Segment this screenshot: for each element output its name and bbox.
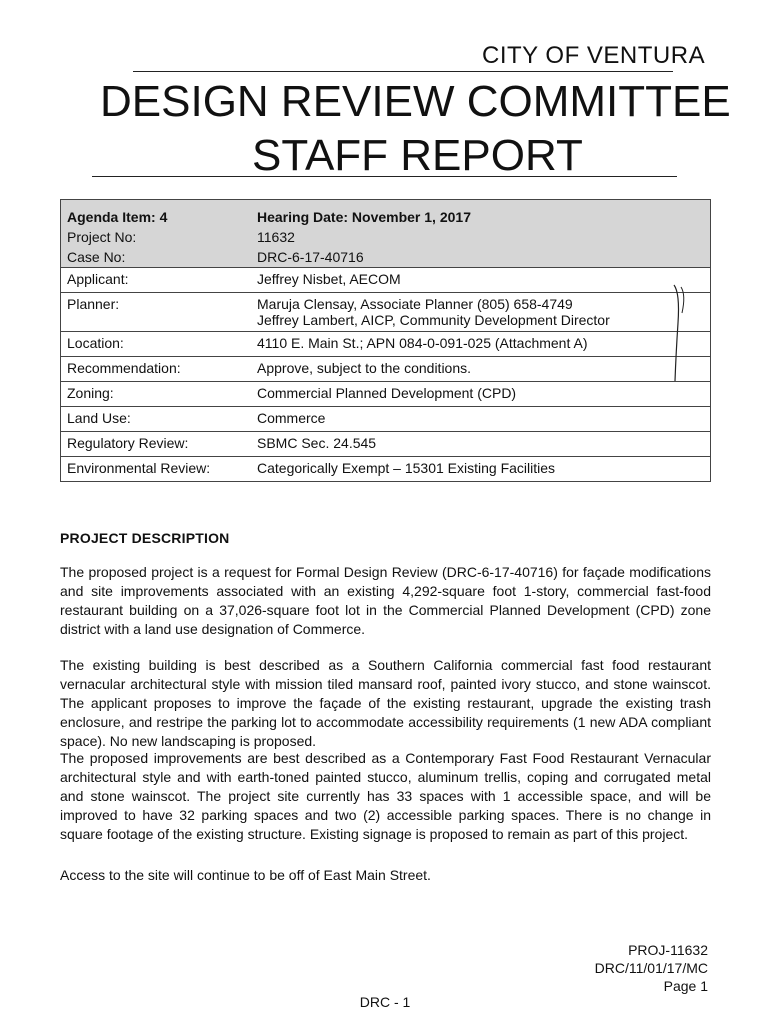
project-no-row [61,227,711,247]
table-row [61,432,711,457]
row-value: Categorically Exempt – 15301 Existing Facilities [251,457,711,482]
case-no-value: DRC-6-17-40716 [251,247,711,268]
proj-code: PROJ-11632 [628,942,708,958]
case-no-label: Case No: [61,247,252,268]
table-row [61,407,711,432]
page-label: Page 1 [663,978,708,994]
table-row [61,332,711,357]
city-heading: CITY OF VENTURA [482,42,706,69]
info-table [60,199,711,482]
document-subtitle: STAFF REPORT [252,131,583,180]
agenda-item: Agenda Item: 4 [61,200,252,228]
row-value: Approve, subject to the conditions. [251,357,711,382]
table-row [61,268,711,293]
row-value: 4110 E. Main St.; APN 084-0-091-025 (Attachment A) [251,332,711,357]
planner-1: Maruja Clensay, Associate Planner (805) 658-4749 [257,296,573,312]
row-label: Planner: [61,293,252,332]
row-label: Land Use: [61,407,252,432]
paragraph: Access to the site will continue to be off of East Main Street. [60,867,431,883]
project-no-label: Project No: [61,227,252,247]
project-no-value: 11632 [251,227,711,247]
row-value: Commerce [251,407,711,432]
row-value: SBMC Sec. 24.545 [251,432,711,457]
table-row [61,382,711,407]
section-heading: PROJECT DESCRIPTION [60,530,230,546]
drc-code: DRC/11/01/17/MC [594,960,708,976]
paragraph: The proposed project is a request for Formal Design Review (DRC-6-17-40716) for façade modifications and site improvements associated with an existing 4,292-square foot 1-story, commercial fast-food restaurant building on a 37,026-square foot lot in the Commercial Planned Development (CPD) zone district with a land use designation of Commerce. [60,564,711,637]
row-value [251,293,711,332]
planner-2: Jeffrey Lambert, AICP, Community Development Director [257,312,610,328]
paragraph: The existing building is best described as a Southern California commercial fast food restaurant vernacular architectural style with mission tiled mansard roof, painted ivory stucco, and stone wainscot. The applicant proposes to improve the façade of the existing restaurant, upgrade the existing trash enclosure, and restripe the parking lot to accommodate accessibility requirements (1 new ADA compliant space). No new landscaping is proposed. [60,657,711,749]
row-value: Commercial Planned Development (CPD) [251,382,711,407]
table-row [61,357,711,382]
case-no-row [61,247,711,268]
paragraph: The proposed improvements are best described as a Contemporary Fast Food Restaurant Vernacular architectural style and with earth-toned painted stucco, aluminum trellis, coping and corrugated metal and stone wainscot. The project site currently has 33 spaces with 1 accessible space, and will be improved to have 32 parking spaces and two (2) accessible parking spaces. There is no change in square footage of the existing structure. Existing signage is proposed to remain as part of this project. [60,750,711,842]
row-value: Jeffrey Nisbet, AECOM [251,268,711,293]
page-number: DRC - 1 [359,994,411,1010]
row-label: Recommendation: [61,357,252,382]
table-row [61,457,711,482]
city-rule [133,71,673,72]
hearing-date: Hearing Date: November 1, 2017 [251,200,711,228]
document-title: DESIGN REVIEW COMMITTEE [100,77,731,126]
row-label: Location: [61,332,252,357]
title-rule [92,176,677,177]
agenda-row [61,200,711,228]
handwritten-mark [672,283,692,383]
row-label: Regulatory Review: [61,432,252,457]
footer-reference [595,941,708,995]
table-row [61,293,711,332]
row-label: Applicant: [61,268,252,293]
row-label: Environmental Review: [61,457,252,482]
row-label: Zoning: [61,382,252,407]
